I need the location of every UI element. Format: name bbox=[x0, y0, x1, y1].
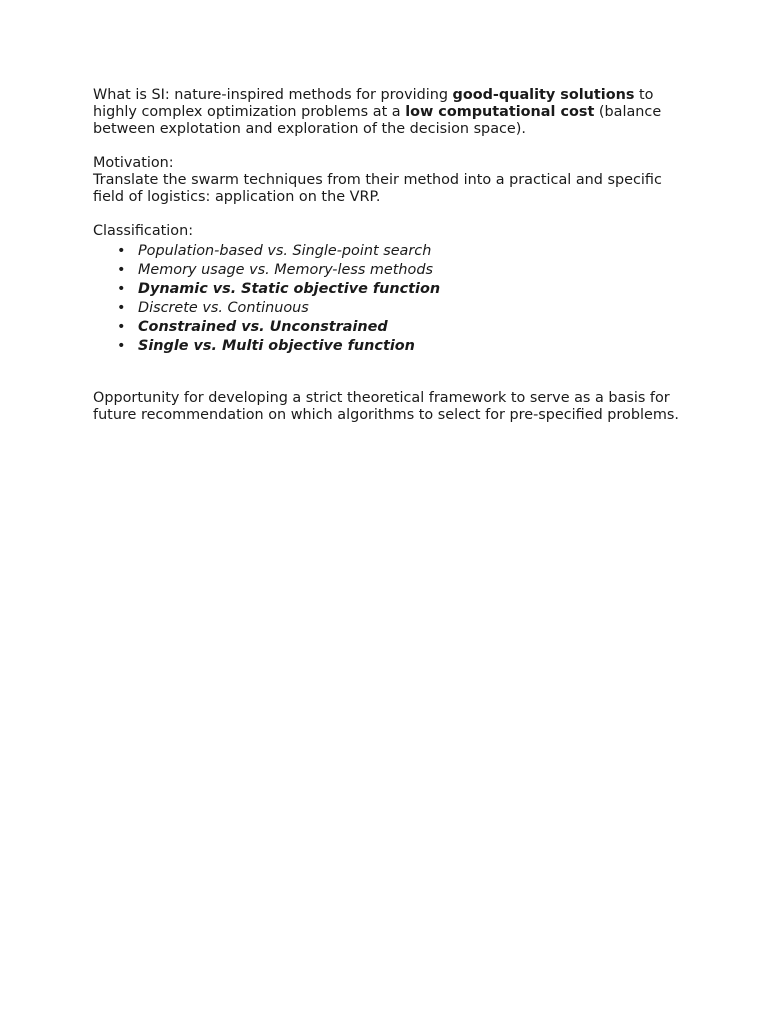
intro-text-1: What is SI: nature-inspired methods for providing bbox=[93, 87, 453, 103]
classification-heading: Classification: bbox=[93, 223, 194, 239]
classification-item bbox=[115, 337, 693, 356]
intro-bold-good-quality: good-quality solutions bbox=[452, 87, 635, 103]
intro-bold-low-cost: low computational cost bbox=[405, 104, 595, 120]
bullet-icon: • bbox=[117, 338, 126, 354]
bullet-icon: • bbox=[117, 300, 126, 316]
intro-paragraph bbox=[93, 87, 693, 138]
motivation-text: Translate the swarm techniques from their method into a practical and specific field of logistics: application on the VRP. bbox=[93, 172, 662, 205]
classification-item bbox=[115, 318, 693, 337]
classification-item-label: Single vs. Multi objective function bbox=[138, 338, 415, 354]
spacer bbox=[93, 206, 693, 223]
classification-item-label: Memory usage vs. Memory-less methods bbox=[138, 262, 433, 278]
classification-item bbox=[115, 261, 693, 280]
spacer bbox=[93, 356, 693, 390]
classification-item-label: Constrained vs. Unconstrained bbox=[138, 319, 388, 335]
bullet-icon: • bbox=[117, 319, 126, 335]
bullet-icon: • bbox=[117, 281, 126, 297]
bullet-icon: • bbox=[117, 243, 126, 259]
intro-text-2: to highly complex optimization problems at a bbox=[93, 87, 654, 120]
classification-item-label: Discrete vs. Continuous bbox=[138, 300, 309, 316]
classification-item bbox=[115, 242, 693, 261]
document-page bbox=[93, 87, 693, 424]
classification-item-label: Population-based vs. Single-point search bbox=[138, 243, 432, 259]
intro-text-3: (balance between explotation and exploration of the decision space). bbox=[93, 104, 662, 137]
classification-item bbox=[115, 299, 693, 318]
bullet-icon: • bbox=[117, 262, 126, 278]
classification-item bbox=[115, 280, 693, 299]
motivation-heading: Motivation: bbox=[93, 155, 174, 171]
opportunity-paragraph: Opportunity for developing a strict theoretical framework to serve as a basis for future recommendation on which algorithms to select for pre-specified problems. bbox=[93, 390, 679, 423]
classification-item-label: Dynamic vs. Static objective function bbox=[138, 281, 441, 297]
classification-list bbox=[93, 242, 693, 356]
spacer bbox=[93, 138, 693, 155]
